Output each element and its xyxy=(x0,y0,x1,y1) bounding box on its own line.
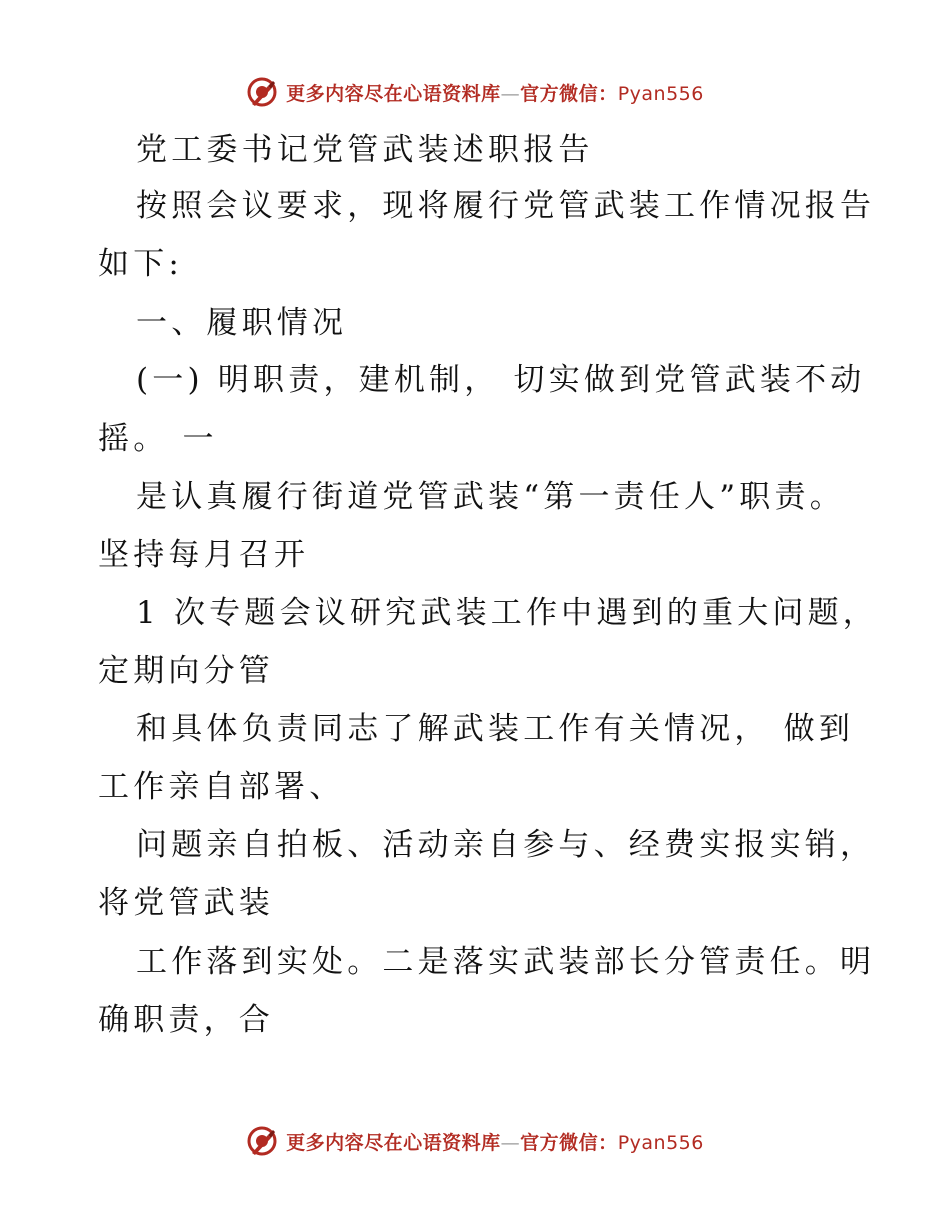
paragraph-line: 和具体负责同志了解武装工作有关情况， 做到 xyxy=(136,711,855,747)
paragraph-line: 定期向分管 xyxy=(98,653,274,689)
paragraph-line: 问题亲自拍板、活动亲自参与、经费实报实销， xyxy=(136,827,876,863)
paragraph-line: 如下: xyxy=(98,246,184,282)
watermark-text: 更多内容尽在心语资料库 xyxy=(286,1131,501,1154)
paragraph-line: 工作落到实处。二是落实武装部长分管责任。明 xyxy=(136,944,876,980)
watermark-wechat-id: Pyan556 xyxy=(617,1131,704,1154)
document-title: 党工委书记党管武装述职报告 xyxy=(136,132,594,168)
paragraph-line: 1 次专题会议研究武装工作中遇到的重大问题， xyxy=(136,595,878,631)
section-heading: 一、履职情况 xyxy=(136,305,348,341)
pen-circle-logo-icon xyxy=(246,1125,278,1157)
footer-watermark xyxy=(0,1121,950,1161)
watermark-separator: — xyxy=(500,82,521,105)
pen-circle-logo-icon xyxy=(246,76,278,108)
paragraph-line: 工作亲自部署、 xyxy=(98,769,345,805)
subsection-heading: (一) 明职责，建机制， 切实做到党管武装不动 xyxy=(136,362,866,398)
watermark-text: 更多内容尽在心语资料库 xyxy=(286,82,501,105)
paragraph-line: 按照会议要求，现将履行党管武装工作情况报告 xyxy=(136,188,876,224)
header-watermark xyxy=(0,72,950,112)
watermark-wechat-id: Pyan556 xyxy=(617,82,704,105)
watermark-official: 官方微信： xyxy=(520,1131,618,1154)
paragraph-line: 将党管武装 xyxy=(98,885,274,921)
paragraph-line: 坚持每月召开 xyxy=(98,537,310,573)
paragraph-line: 确职责，合 xyxy=(98,1002,274,1038)
paragraph-line: 是认真履行街道党管武装“第一责任人”职责。 xyxy=(136,479,845,515)
watermark-official: 官方微信： xyxy=(520,82,618,105)
watermark-separator: — xyxy=(500,1131,521,1154)
paragraph-line: 摇。 一 xyxy=(98,421,218,457)
